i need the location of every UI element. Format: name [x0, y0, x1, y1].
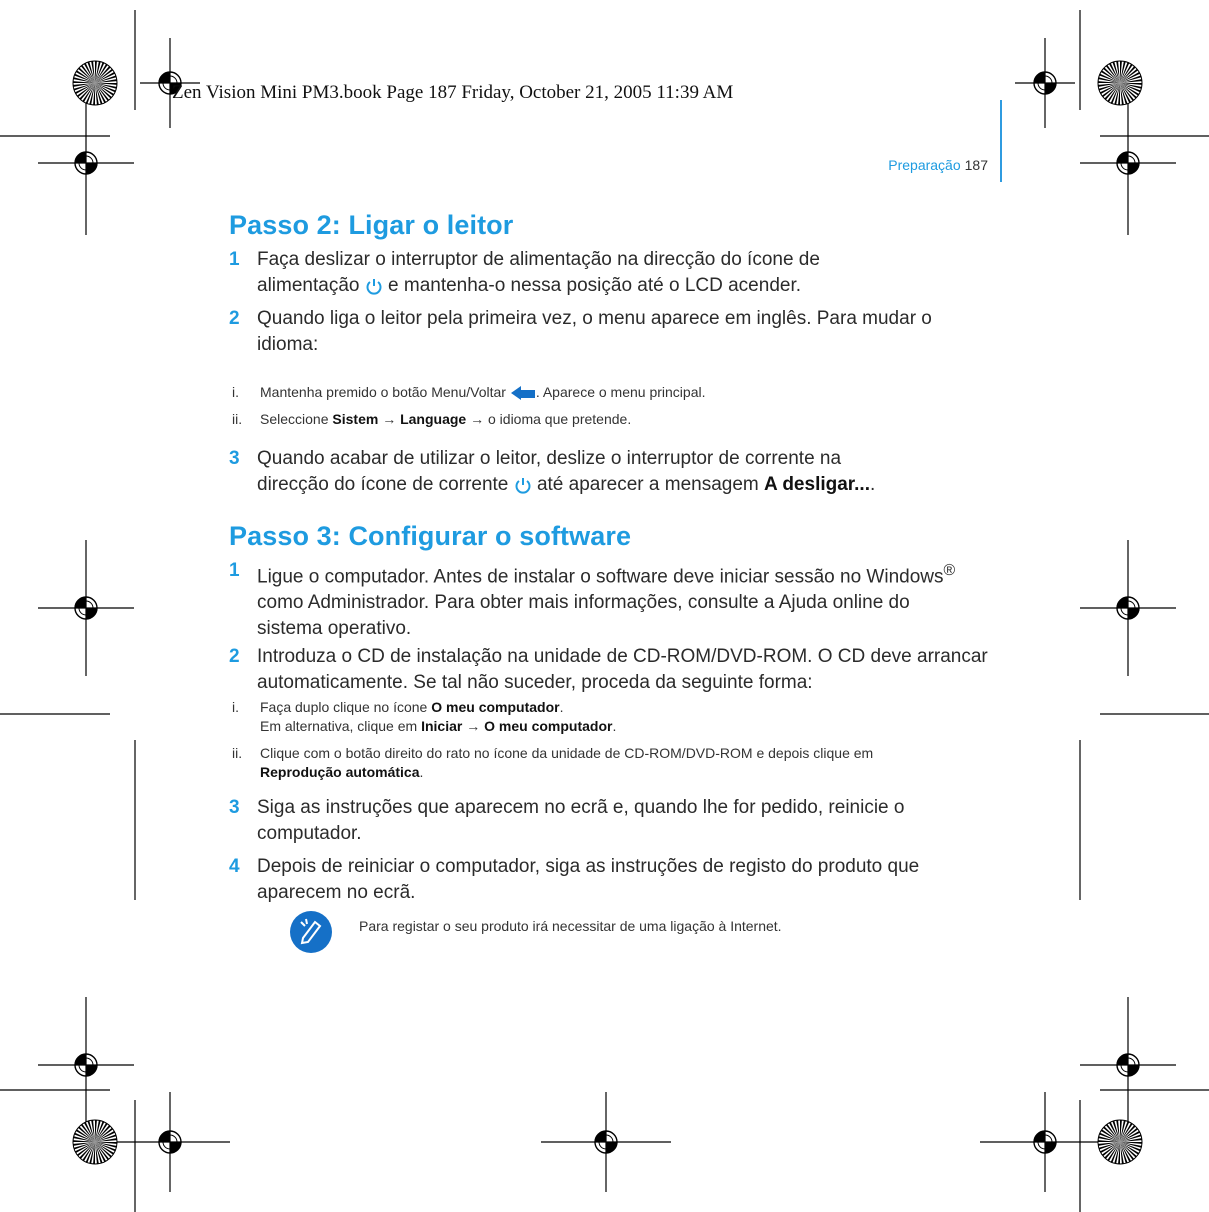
registration-starburst	[1098, 1120, 1142, 1164]
note-text: Para registar o seu produto irá necessitar de uma ligação à Internet.	[359, 918, 782, 934]
book-header: Zen Vision Mini PM3.book Page 187 Friday, October 21, 2005 11:39 AM	[172, 82, 734, 103]
registration-mark-icon: ®	[943, 562, 956, 579]
registration-crosshair	[1080, 540, 1176, 676]
step2-heading: Passo 2: Ligar o leitor	[229, 210, 514, 240]
running-head	[888, 157, 988, 173]
power-icon	[514, 476, 532, 494]
running-head-rule	[1000, 100, 1002, 182]
step3-heading: Passo 3: Configurar o software	[229, 521, 632, 551]
page-number: 187	[964, 157, 988, 173]
registration-crosshair	[1080, 91, 1176, 235]
back-arrow-icon	[510, 385, 536, 401]
registration-crosshair	[38, 540, 134, 676]
section-name: Preparação	[888, 157, 961, 173]
registration-crosshair	[1015, 38, 1075, 128]
power-icon	[365, 277, 383, 295]
registration-crosshair	[980, 1092, 1110, 1192]
note-icon	[289, 910, 333, 954]
registration-starburst	[73, 1120, 117, 1164]
registration-crosshair	[38, 997, 134, 1133]
registration-starburst	[73, 61, 117, 105]
registration-crosshair	[541, 1092, 671, 1192]
registration-crosshair	[1080, 997, 1176, 1133]
registration-starburst	[1098, 61, 1142, 105]
registration-crosshair	[110, 1092, 230, 1192]
registration-crosshair	[38, 91, 134, 235]
